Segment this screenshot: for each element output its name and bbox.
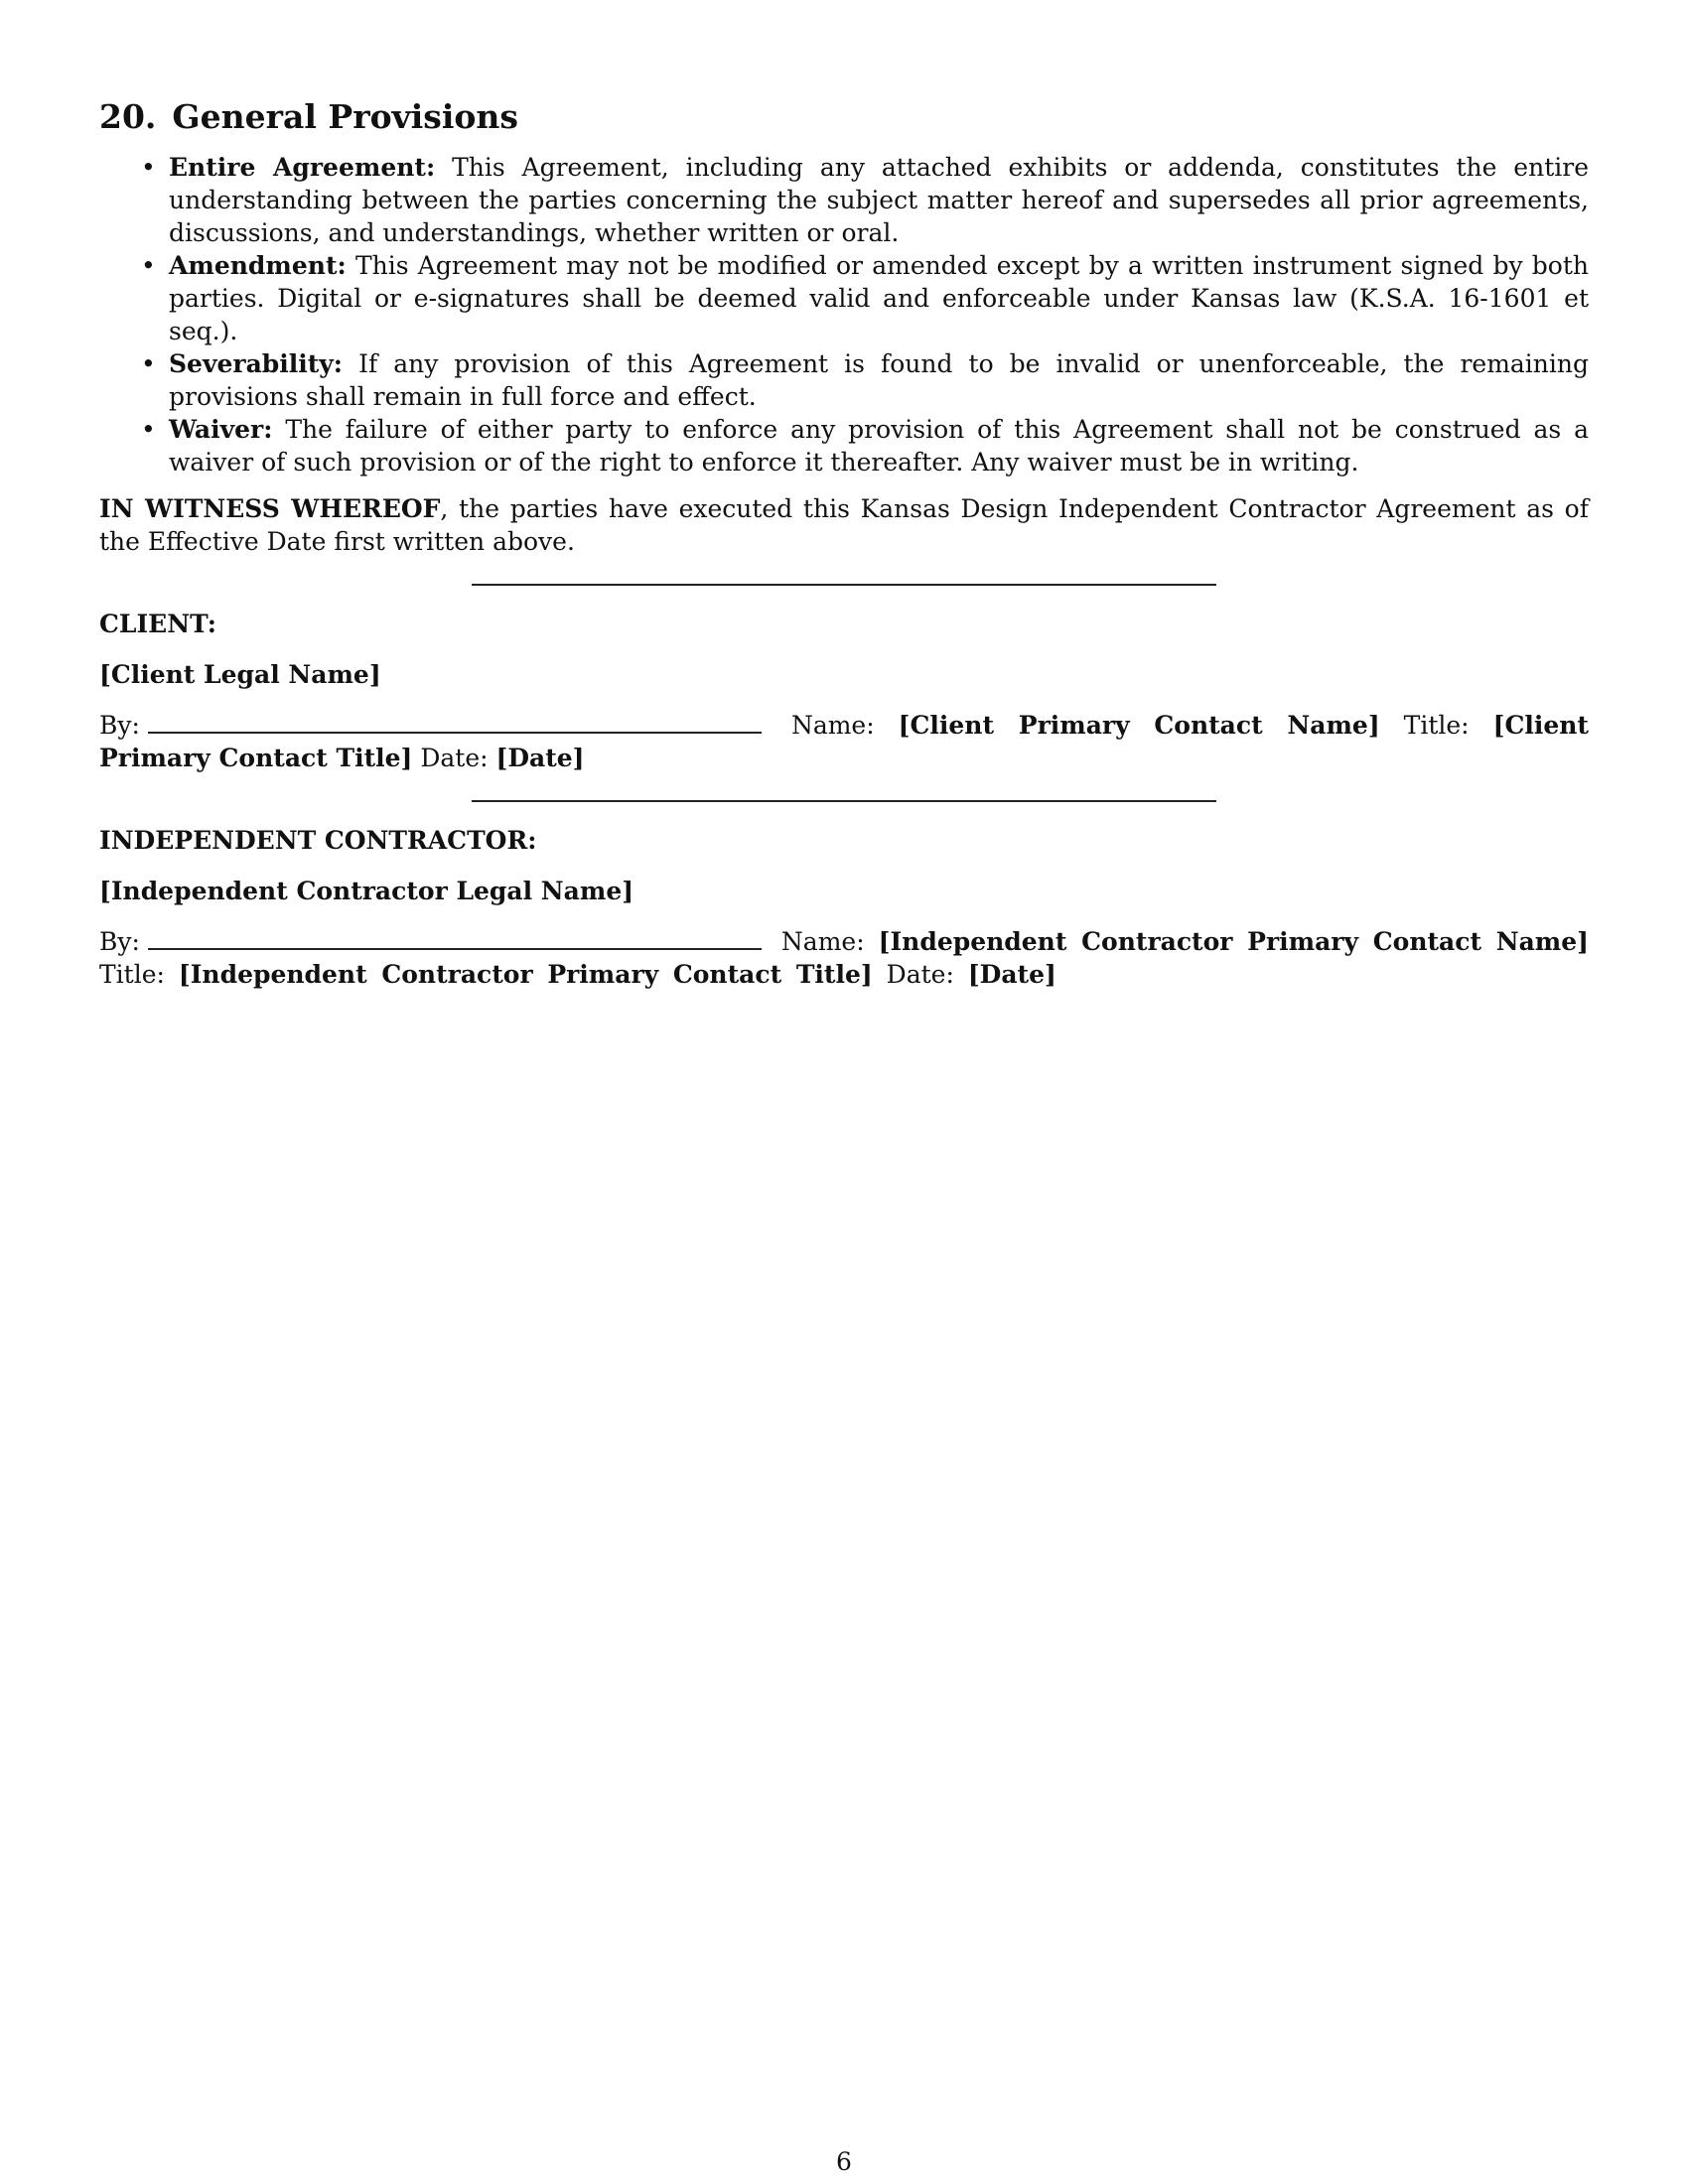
provision-amendment xyxy=(141,249,1589,347)
client-contact-name: [Client Primary Contact Name] xyxy=(898,711,1380,740)
contractor-date-value: [Date] xyxy=(967,960,1056,989)
provision-label: Severability: xyxy=(169,349,344,378)
contractor-label: INDEPENDENT CONTRACTOR: xyxy=(99,826,537,855)
client-name-label: Name: xyxy=(790,711,875,740)
bullet-icon: • xyxy=(141,349,156,378)
contractor-by-label: By: xyxy=(99,927,140,956)
contractor-signature-block xyxy=(99,924,1589,991)
contractor-contact-name: [Independent Contractor Primary Contact Name] xyxy=(878,927,1589,956)
separator-rule xyxy=(472,584,1216,586)
document-page xyxy=(99,97,1589,991)
client-date-label: Date: xyxy=(420,744,489,772)
page-number: 6 xyxy=(836,2147,852,2176)
contractor-name-label: Name: xyxy=(780,927,865,956)
provision-label: Amendment: xyxy=(169,251,347,280)
bullet-icon: • xyxy=(141,251,156,280)
provision-text: This Agreement may not be modified or amended except by a written instrument signed by both parties. Digital or e-signatures shall be deemed valid and enforceable under Kansas law (K.S.A. 16-1601 et seq.). xyxy=(169,251,1589,345)
witness-text: , the parties have executed this Kansas Design Independent Contractor Agreement as of the Effective Date first written above. xyxy=(99,494,1589,556)
client-by-label: By: xyxy=(99,711,140,740)
provision-text: This Agreement, including any attached exhibits or addenda, constitutes the entire understanding between the parties concerning the subject matter hereof and supersedes all prior agreements, discussions, and understandings, whether written or oral. xyxy=(169,153,1589,247)
client-date-value: [Date] xyxy=(495,744,585,772)
client-signature-block xyxy=(99,708,1589,774)
provision-waiver xyxy=(141,413,1589,478)
provision-label: Entire Agreement: xyxy=(169,153,436,182)
client-title-label: Title: xyxy=(1403,711,1470,740)
client-signature-line[interactable] xyxy=(148,708,762,734)
bullet-icon: • xyxy=(141,153,156,182)
contractor-signature-line[interactable] xyxy=(148,924,762,950)
witness-clause xyxy=(99,492,1589,558)
bullet-icon: • xyxy=(141,415,156,444)
provision-entire-agreement xyxy=(141,151,1589,249)
provision-text: The failure of either party to enforce any provision of this Agreement shall not be construed as a waiver of such provision or of the right to enforce it thereafter. Any waiver must be in writing. xyxy=(169,415,1589,477)
contractor-contact-title: [Independent Contractor Primary Contact Title] xyxy=(178,960,873,989)
section-heading xyxy=(99,97,1589,137)
section-number: 20. xyxy=(99,97,157,136)
separator-rule xyxy=(472,800,1216,802)
client-contact-title: [Client Primary Contact Title] xyxy=(99,711,1589,772)
provision-text: If any provision of this Agreement is found to be invalid or unenforceable, the remaining provisions shall remain in full force and effect. xyxy=(169,349,1589,411)
provision-label: Waiver: xyxy=(169,415,273,444)
section-title: General Provisions xyxy=(172,97,519,136)
witness-lead: IN WITNESS WHEREOF xyxy=(99,494,441,523)
provision-list xyxy=(99,151,1589,478)
contractor-title-label: Title: xyxy=(99,960,165,989)
provision-severability xyxy=(141,347,1589,413)
client-label: CLIENT: xyxy=(99,610,217,638)
client-legal-name: [Client Legal Name] xyxy=(99,660,381,689)
contractor-legal-name: [Independent Contractor Legal Name] xyxy=(99,877,634,905)
contractor-date-label: Date: xyxy=(886,960,954,989)
